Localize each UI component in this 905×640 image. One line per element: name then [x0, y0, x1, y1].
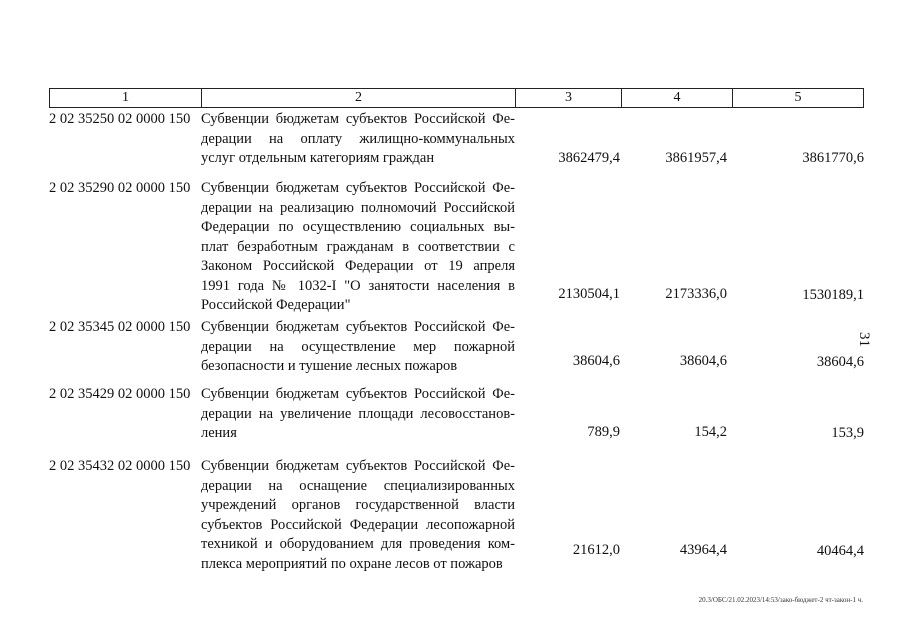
value-col-5: 40464,4 [816, 543, 864, 559]
description-line: дерации на реализацию полномочий Российской [201, 199, 515, 216]
footer-stamp: 20.3/ОБС/21.02.2023/14:53/зако-бюджет-2 чт-закон-1 ч. [698, 596, 863, 604]
description-line: плекса мероприятий по охране лесов от пожаров [201, 555, 503, 572]
value-col-3: 21612,0 [572, 542, 620, 558]
value-col-4: 2173336,0 [665, 286, 727, 302]
value-col-4: 3861957,4 [665, 150, 727, 166]
header-col-3: 3 [516, 89, 622, 107]
header-col-2: 2 [202, 89, 516, 107]
table-header [49, 88, 864, 108]
budget-code: 2 02 35250 02 0000 150 [49, 111, 191, 127]
description-line: Российской Федерации" [201, 297, 351, 313]
value-col-3: 789,9 [587, 424, 620, 440]
row-description [201, 179, 515, 316]
description-line: 1991 года № 1032-I "О занятости населения в [201, 277, 515, 294]
value-col-3: 38604,6 [572, 353, 620, 369]
value-col-3: 2130504,1 [558, 286, 620, 302]
value-col-5: 38604,6 [816, 354, 864, 370]
value-col-5: 153,9 [831, 425, 864, 441]
row-description [201, 457, 515, 574]
description-line: услуг отдельным категориям граждан [201, 150, 435, 166]
value-col-4: 43964,4 [679, 542, 727, 558]
header-col-1: 1 [50, 89, 202, 107]
budget-code: 2 02 35345 02 0000 150 [49, 319, 191, 335]
description-line: плат безработным гражданам в соответствии с [201, 238, 515, 255]
value-col-5: 3861770,6 [802, 150, 864, 166]
description-line: Субвенции бюджетам субъектов Российской Фе- [201, 111, 515, 127]
budget-code: 2 02 35290 02 0000 150 [49, 180, 191, 196]
description-line: дерации на осуществление мер пожарной [201, 338, 515, 355]
description-line: Субвенции бюджетам субъектов Российской Фе- [201, 180, 515, 196]
description-line: учреждений органов государственной власти [201, 497, 515, 513]
description-line: субъектов Российской Федерации лесопожарной [201, 516, 515, 533]
description-line: безопасности и тушение лесных пожаров [201, 358, 458, 374]
description-line: Субвенции бюджетам субъектов Российской Фе- [201, 458, 515, 474]
description-line: дерации на оплату жилищно-коммунальных [201, 130, 515, 147]
description-line: техникой и оборудованием для проведения ком- [201, 536, 515, 552]
description-line: дерации на оснащение специализированных [201, 477, 515, 494]
description-line: Субвенции бюджетам субъектов Российской Фе- [201, 386, 515, 402]
value-col-4: 38604,6 [679, 353, 727, 369]
row-description [201, 318, 515, 377]
budget-code: 2 02 35429 02 0000 150 [49, 386, 191, 402]
value-col-5: 1530189,1 [802, 287, 864, 303]
budget-code: 2 02 35432 02 0000 150 [49, 458, 191, 474]
row-description [201, 110, 515, 169]
row-description [201, 385, 515, 444]
header-col-4: 4 [622, 89, 733, 107]
description-line: Законом Российской Федерации от 19 апреля [201, 258, 515, 274]
description-line: дерации на увеличение площади лесовосстанов- [201, 405, 515, 422]
description-line: ления [201, 425, 237, 441]
value-col-4: 154,2 [694, 424, 727, 440]
description-line: Федерации по осуществлению социальных вы- [201, 219, 515, 235]
page-number: 31 [856, 332, 872, 347]
description-line: Субвенции бюджетам субъектов Российской Фе- [201, 319, 515, 335]
value-col-3: 3862479,4 [558, 150, 620, 166]
header-col-5: 5 [794, 90, 802, 105]
